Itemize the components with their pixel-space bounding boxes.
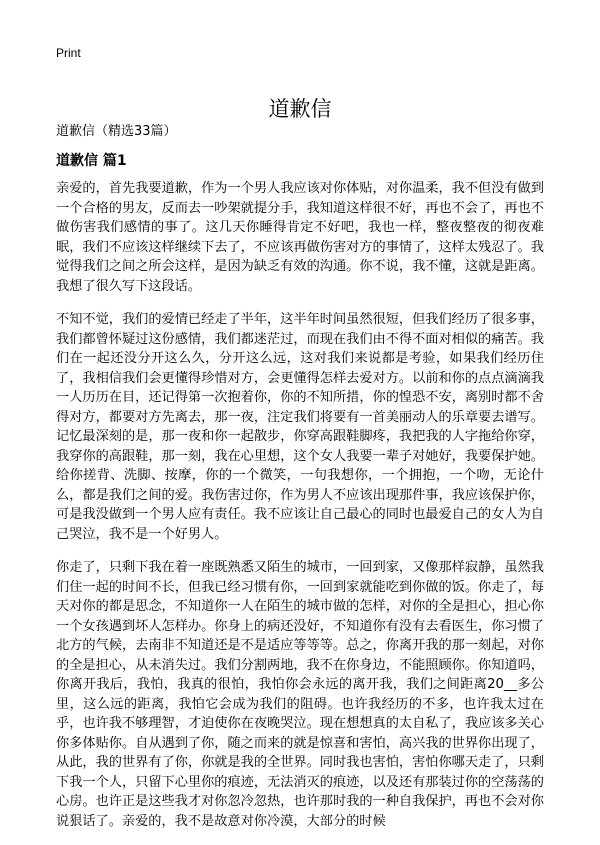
paragraph: 不知不觉，我们的爱情已经走了半年，这半年时间虽然很短，但我们经历了很多事，我们都曾怀疑过这份感情，我们都迷茫过，而现在我们由不得不面对相似的痛苦。我们在一起还没分开这么久，分开这么远，这对我们来说都是考验，如果我们经历住了，我相信我们会更懂得珍惜对方，会更懂得怎样去爱对方。以前和你的点点滴滴我一人历历在目，还记得第一次抱着你，你的不知所措，你的惶恐不安，离别时都不舍得对方，都要对方先离去，那一夜，注定我们将要有一首美丽动人的乐章要去谱写。记忆最深刻的是，那一夜和你一起散步，你穿高跟鞋脚疼，我把我的人字拖给你穿，我穿你的高跟鞋，那一刻，我在心里想，这个女人我要一辈子对她好，我要保护她。给你搓背、洗脚、按摩，你的一个微笑，一句我想你，一个拥抱，一个吻，无论什么，都是我们之间的爱。我伤害过你，作为男人不应该出现那件事，我应该保护你，可是我没做到一个男人应有责任。我不应该让自己最心的同时也最爱自己的女人为自己哭泣，我不是一个好男人。 bbox=[56, 312, 544, 542]
print-link[interactable]: Print bbox=[56, 46, 81, 60]
paragraph: 你走了，只剩下我在着一座既熟悉又陌生的城市，一回到家，又像那样寂静，虽然我们住一起的时间不长，但我已经习惯有你，一回到家就能吃到你做的饭。你走了，每天对你的都是思念，不知道你一人在陌生的城市做的怎样，对你的全是担心，担心你一个女孩遇到坏人怎样办。你身上的病还没好，不知道你有没有去看医生，你习惯了北方的气候，去南非不知道还是不是适应等等等。总之，你离开我的那一刻起，对你的全是担心，从未消失过。我们分割两地，我不在你身边，不能照顾你。你知道吗，你离开我后，我怕，我真的很怕，我怕你会永远的离开我，我们之间距离20__多公里，这么远的距离，我怕它会成为我们的阻碍。也许我经历的不多，也许我太过在乎，也许我不够理智，才迫使你在夜晚哭泣。现在想想真的太自私了，我应该多关心你多体贴你。自从遇到了你，随之而来的就是惊喜和害怕，高兴我的世界你出现了，从此，我的世界有了你，你就是我的全世界。同时我也害怕，害怕你哪天走了，只剩下我一个人，只留下心里你的痕迹，无法消灭的痕迹，以及还有那装过你的空荡荡的心房。也许正是这些我才对你忽冷忽热，也许那时我的一种自我保护，再也不会对你说狠话了。亲爱的，我不是故意对你冷漠，大部分的时候 bbox=[56, 560, 544, 829]
page-title: 道歉信 bbox=[268, 97, 332, 122]
document-subtitle: 道歉信（精选33篇） bbox=[56, 124, 177, 139]
paragraph: 亲爱的，首先我要道歉，作为一个男人我应该对你体贴，对你温柔，我不但没有做到一个合格的男友，反而去一吵架就提分手，我知道这样很不好，再也不会了，再也不做伤害我们感情的事了。这几天你睡得肯定不好吧，我也一样，整夜整夜的彻夜难眠，我们不应该这样继续下去了，不应该再做伤害对方的事情了，这样太残忍了。我觉得我们之间之所会这样，是因为缺乏有效的沟通。你不说，我不懂，这就是距离。我想了很久写下这段话。 bbox=[56, 181, 544, 294]
letter-body bbox=[56, 179, 544, 845]
section-heading: 道歉信 篇1 bbox=[56, 153, 127, 169]
